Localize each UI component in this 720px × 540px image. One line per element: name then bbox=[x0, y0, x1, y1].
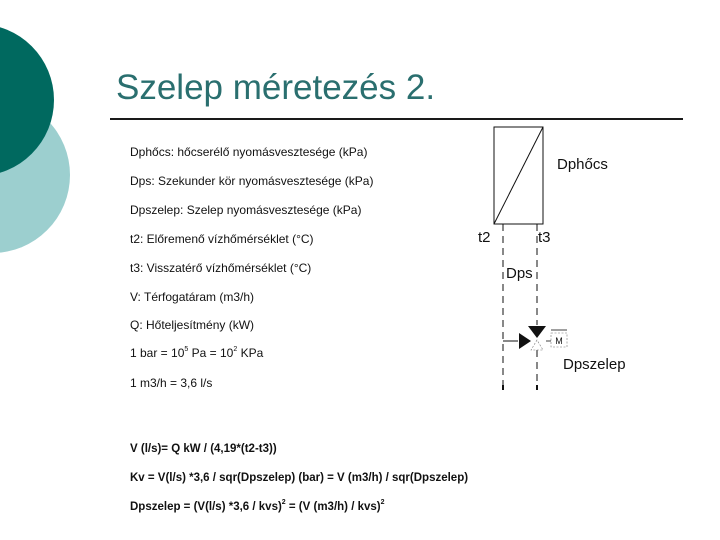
valve-triangle-top bbox=[528, 326, 546, 338]
definition-t3: t3: Visszatérő vízhőmérséklet (°C) bbox=[130, 261, 312, 275]
label-dpszelep: Dpszelep bbox=[563, 356, 626, 373]
definition-v: V: Térfogatáram (m3/h) bbox=[130, 290, 255, 304]
label-t2: t2 bbox=[478, 229, 491, 246]
definition-dpszelep: Dpszelep: Szelep nyomásvesztesége (kPa) bbox=[130, 203, 362, 217]
valve-triangle-left bbox=[519, 333, 531, 349]
formula-kv: Kv = V(l/s) *3,6 / sqr(Dpszelep) (bar) = V (m3/h) / sqr(Dpszelep) bbox=[130, 472, 469, 484]
definition-t2: t2: Előremenő vízhőmérséklet (°C) bbox=[130, 232, 314, 246]
definition-q: Q: Hőteljesítmény (kW) bbox=[130, 318, 255, 332]
conversion-bar: 1 bar = $10^5$ $Pa = 10^2$ KPa bbox=[130, 346, 264, 360]
heat-exchanger-diagonal bbox=[494, 127, 543, 224]
page-title: Szelep méretezés 2. bbox=[116, 68, 436, 107]
formula-dpszelep: Dpszelep = (V(l/s) *3,6 / kvs)$^2$ = (V (m3/h) / kvs)$^2$ bbox=[130, 499, 385, 513]
definition-dps: Dps: Szekunder kör nyomásvesztesége (kPa) bbox=[130, 174, 374, 188]
motor-label: M bbox=[555, 336, 563, 346]
conversion-m3h: 1 m3/h = 3,6 l/s bbox=[130, 376, 213, 390]
label-dphocs: Dphőcs bbox=[557, 156, 608, 173]
label-dps: Dps bbox=[506, 265, 533, 282]
definition-dphocs: Dphőcs: hőcserélő nyomásvesztesége (kPa) bbox=[130, 145, 368, 159]
label-t3: t3 bbox=[538, 229, 551, 246]
formula-v: V (l/s)= Q kW / (4,19*(t2-t3)) bbox=[130, 443, 277, 455]
valve-triangle-bottom bbox=[531, 340, 543, 350]
